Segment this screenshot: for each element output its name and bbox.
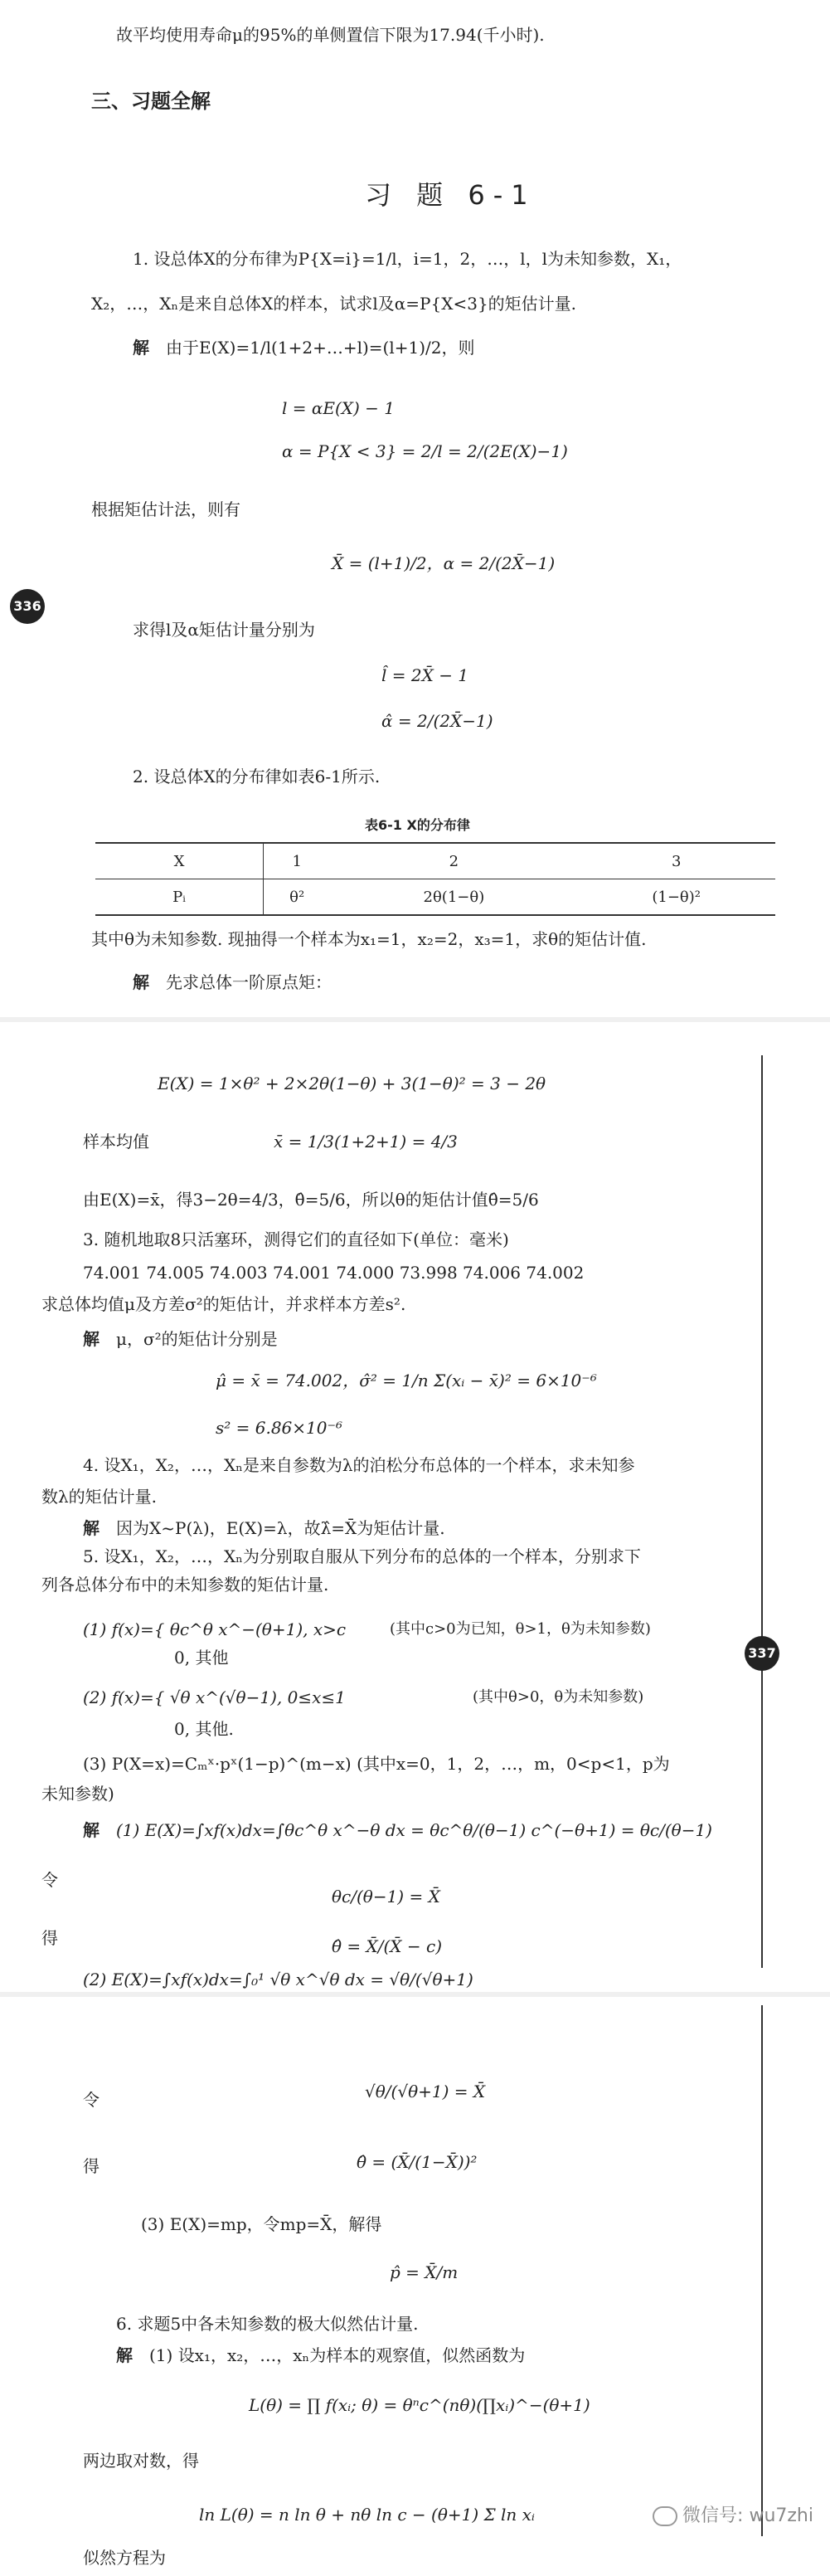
log-text: 两边取对数，得 (83, 2451, 199, 2471)
q1-eq3: X̄ = (l+1)/2，α = 2/(2X̄−1) (332, 553, 556, 573)
top-line: 故平均使用寿命μ的95%的单侧置信下限为17.94(千小时). (116, 25, 545, 45)
q6-solution: (1) 设x₁，x₂，…，xₙ为样本的观察值，似然函数为 (149, 2345, 526, 2365)
solution-label: 解 (133, 972, 149, 992)
distribution-table (95, 842, 775, 916)
watermark-text: 微信号: wu7zhi (682, 2505, 813, 2526)
solution-label: 解 (116, 2345, 133, 2365)
q5-eq3: θ̂ = X̄/(X̄ − c) (332, 1936, 443, 1956)
solution-label: 解 (83, 1518, 100, 1538)
sample-mean-eq: x̄ = 1/3(1+2+1) = 4/3 (274, 1132, 458, 1152)
q5-case1b: 0, 其他 (174, 1648, 229, 1668)
table-cell: θ² (264, 879, 331, 916)
q2-solution: 先求总体一阶原点矩： (166, 972, 332, 992)
p3-sol3: (3) E(X)=mp，令mp=X̄，解得 (141, 2214, 382, 2234)
table-cell: 1 (264, 843, 331, 879)
page-number-badge: 337 (745, 1636, 779, 1671)
p3-eq5: ln L(θ) = n ln θ + nθ ln c − (θ+1) Σ ln xᵢ (199, 2505, 535, 2525)
page-336 (0, 0, 830, 1022)
solution-label: 解 (133, 338, 149, 358)
q1-eq1: l = αE(X) − 1 (282, 398, 396, 418)
sample-mean-label: 样本均值 (83, 1132, 149, 1152)
q4-line2: 数λ的矩估计量. (41, 1487, 158, 1507)
p3-eq2: θ̂ = (X̄/(1−X̄))² (357, 2152, 478, 2172)
table-cell: Pᵢ (95, 879, 264, 916)
exercise-title: 习 题 6-1 (365, 179, 536, 211)
q5-case3: (3) P(X=x)=Cₘˣ·pˣ(1−p)^(m−x) (其中x=0，1，2，…，m，0<p<1，p为 (83, 1754, 670, 1774)
q5-case2-note: (其中θ>0，θ为未知参数) (473, 1688, 644, 1706)
theta-line: 由E(X)=x̄，得3−2θ=4/3，θ̂=5/6，所以θ的矩估计值θ̂=5/6 (83, 1190, 539, 1210)
table-cell: 2θ(1−θ) (330, 879, 577, 916)
q5-case1a: (1) f(x)={ θc^θ x^−(θ+1), x>c (83, 1619, 347, 1639)
table-cell: 2 (330, 843, 577, 879)
q2-line2: 其中θ为未知参数. 现抽得一个样本为x₁=1，x₂=2，x₃=1，求θ的矩估计值. (91, 929, 647, 949)
q5-case2a: (2) f(x)={ √θ x^(√θ−1), 0≤x≤1 (83, 1687, 346, 1707)
q3-eq1: μ̂ = x̄ = 74.002，σ̂² = 1/n Σ(xᵢ − x̄)² = 6×10⁻⁶ (216, 1371, 597, 1390)
section-heading: 三、习题全解 (91, 90, 211, 113)
page-337 (0, 1022, 830, 1997)
q5-case2b: 0, 其他. (174, 1719, 234, 1739)
q3-data: 74.001 74.005 74.003 74.001 74.000 73.998 74.006 74.002 (83, 1263, 585, 1283)
q5-line1: 5. 设X₁，X₂，…，Xₙ为分别取自服从下列分布的总体的一个样本，分别求下 (83, 1546, 641, 1566)
margin-line (761, 1055, 763, 1968)
table-cell: X (95, 843, 264, 879)
q5-eq2: θc/(θ−1) = X̄ (332, 1887, 440, 1906)
q5-case1-note: (其中c>0为已知，θ>1，θ为未知参数) (390, 1620, 651, 1638)
p3-eq3: p̂ = X̄/m (390, 2262, 459, 2282)
p3-eq1: √θ/(√θ+1) = X̄ (365, 2082, 486, 2101)
de-label: 得 (41, 1928, 58, 1948)
margin-line (761, 2005, 763, 2536)
last-line: 似然方程为 (83, 2548, 166, 2568)
q4-solution: 因为X~P(λ)，E(X)=λ，故λ̂=X̄为矩估计量. (116, 1518, 445, 1538)
q3-eq2: s² = 6.86×10⁻⁶ (216, 1418, 343, 1438)
q5-solution2: (2) E(X)=∫xf(x)dx=∫₀¹ √θ x^√θ dx = √θ/(√θ+1) (83, 1970, 473, 1989)
table-header-row (95, 843, 775, 879)
q1-text2: 求得l及α矩估计量分别为 (133, 620, 315, 640)
q3-line2: 求总体均值μ及方差σ²的矩估计，并求样本方差s². (41, 1294, 406, 1314)
solution-label: 解 (83, 1820, 100, 1840)
solution-label: 解 (83, 1329, 100, 1349)
page-338 (0, 1997, 830, 2576)
watermark (653, 2501, 813, 2527)
q1-eq2: α = P{X < 3} = 2/l = 2/(2E(X)−1) (282, 441, 568, 461)
q2-line1: 2. 设总体X的分布律如表6-1所示. (133, 767, 381, 786)
ling-label: 令 (83, 2090, 100, 2110)
de-label: 得 (83, 2156, 100, 2176)
table-cell: 3 (577, 843, 775, 879)
q6-line: 6. 求题5中各未知参数的极大似然估计量. (116, 2314, 419, 2334)
q5-line2: 列各总体分布中的未知参数的矩估计量. (41, 1575, 329, 1595)
wechat-icon (653, 2506, 677, 2526)
q1-eq5: α̂ = 2/(2X̄−1) (381, 711, 493, 731)
q1-line1: 1. 设总体X的分布律为P{X=i}=1/l，i=1，2，…，l，l为未知参数，X₁， (133, 249, 682, 269)
q3-solution: μ，σ²的矩估计分别是 (116, 1329, 278, 1349)
page-number-badge: 336 (10, 589, 45, 624)
table-cell: (1−θ)² (577, 879, 775, 916)
q4-line1: 4. 设X₁，X₂，…，Xₙ是来自参数为λ的泊松分布总体的一个样本，求未知参 (83, 1455, 635, 1475)
q1-text1: 根据矩估计法，则有 (91, 499, 240, 519)
q1-line2: X₂，…，Xₙ是来自总体X的样本，试求l及α=P{X<3}的矩估计量. (91, 294, 577, 314)
table-row (95, 879, 775, 916)
q5-solution1: (1) E(X)=∫xf(x)dx=∫θc^θ x^−θ dx = θc^θ/(θ−1) c^(−θ+1) = θc/(θ−1) (116, 1820, 712, 1840)
table-caption: 表6-1 X的分布律 (365, 817, 470, 833)
q1-eq4: l̂ = 2X̄ − 1 (381, 665, 469, 685)
ling-label: 令 (41, 1870, 58, 1890)
ex-equation: E(X) = 1×θ² + 2×2θ(1−θ) + 3(1−θ)² = 3 − 2θ (158, 1074, 546, 1093)
p3-eq4: L(θ) = ∏ f(xᵢ; θ) = θⁿc^(nθ)(∏xᵢ)^−(θ+1) (249, 2395, 590, 2415)
q3-line1: 3. 随机地取8只活塞环，测得它们的直径如下(单位：毫米) (83, 1230, 509, 1249)
q5-case3b: 未知参数) (41, 1784, 114, 1804)
q1-solution: 由于E(X)=1/l(1+2+…+l)=(l+1)/2，则 (166, 338, 475, 358)
